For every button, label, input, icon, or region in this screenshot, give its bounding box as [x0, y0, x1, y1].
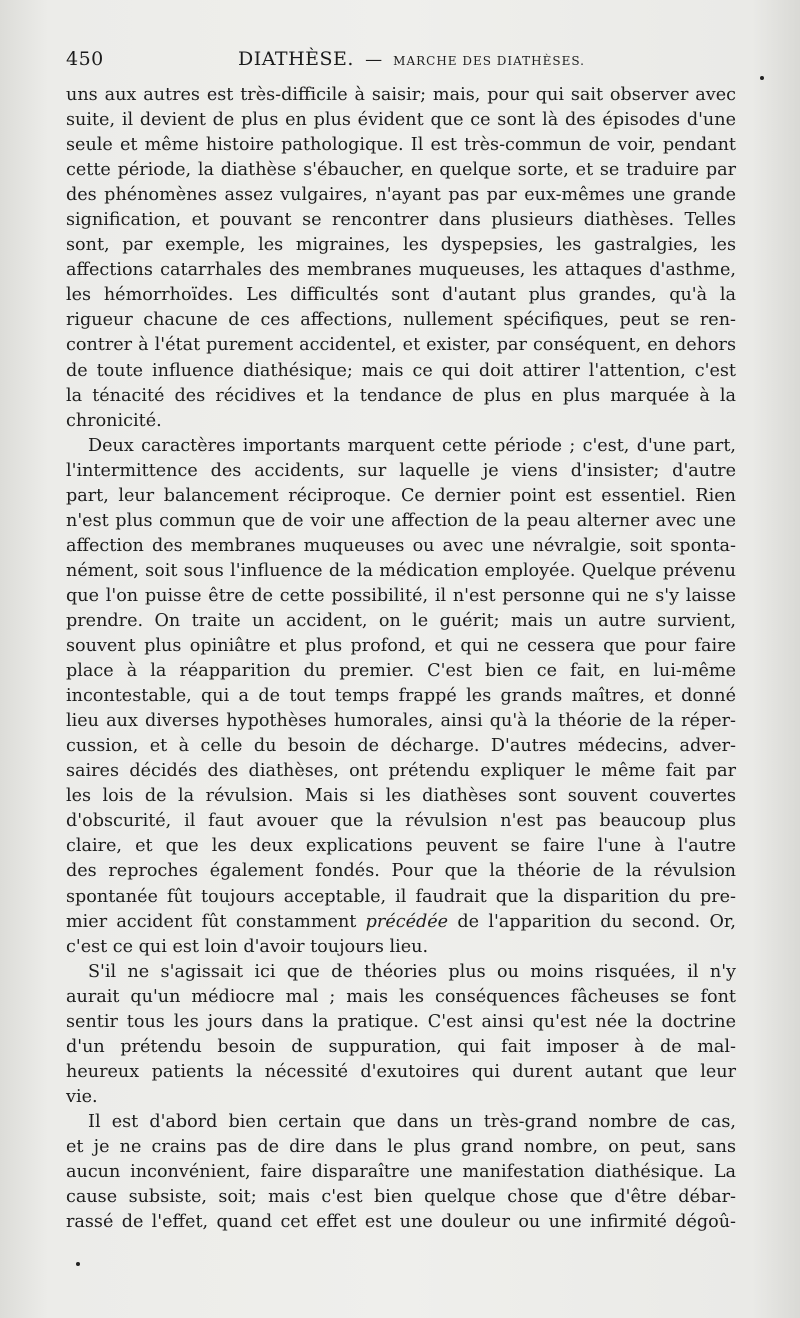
text-line: la ténacité des récidives et la tendance de plus en plus marquée à la — [66, 385, 736, 406]
text-line: aucun inconvénient, faire disparaître une manifestation diathésique. La — [66, 1162, 736, 1183]
text-line: vie. — [66, 1086, 98, 1107]
text-line: d'obscurité, il faut avouer que la révulsion n'est pas beaucoup plus — [66, 811, 736, 832]
ink-speck-top — [760, 76, 764, 80]
text-line: cette période, la diathèse s'ébaucher, en quelque sorte, et se traduire par — [66, 160, 736, 181]
text-line: n'est plus commun que de voir une affection de la peau alterner avec une — [66, 510, 736, 531]
running-header — [66, 44, 736, 78]
text-line: seule et même histoire pathologique. Il est très-commun de voir, pendant — [66, 135, 736, 156]
running-title-main: DIATHÈSE. — [238, 48, 354, 70]
page-number: 450 — [66, 48, 104, 70]
body-text — [66, 83, 736, 1235]
text-line: S'il ne s'agissait ici que de théories plus ou moins risquées, il n'y — [88, 961, 736, 982]
text-line: contrer à l'état purement accidentel, et exister, par conséquent, en dehors — [66, 335, 736, 356]
text-line: d'un prétendu besoin de suppuration, qui fait imposer à de mal- — [66, 1036, 736, 1057]
text-line: des phénomènes assez vulgaires, n'ayant pas par eux-mêmes une grande — [66, 185, 736, 206]
running-title-dash: — — [365, 50, 383, 70]
text-line: les lois de la révulsion. Mais si les diathèses sont souvent couvertes — [66, 786, 736, 807]
text-line: rassé de l'effet, quand cet effet est une douleur ou une infirmité dégoû- — [66, 1212, 736, 1233]
text-line: incontestable, qui a de tout temps frappé les grands maîtres, et donné — [66, 686, 736, 707]
text-line: sont, par exemple, les migraines, les dyspepsies, les gastralgies, les — [66, 235, 736, 256]
text-line: claire, et que les deux explications peuvent se faire l'une à l'autre — [66, 836, 736, 857]
text-line: place à la réapparition du premier. C'est bien ce fait, en lui-même — [66, 661, 736, 682]
text-line: saires décidés des diathèses, ont prétendu expliquer le même fait par — [66, 761, 736, 782]
text-line: les hémorrhoïdes. Les difficultés sont d'autant plus grandes, qu'à la — [66, 285, 736, 306]
text-line: heureux patients la nécessité d'exutoires qui durent autant que leur — [66, 1061, 736, 1082]
text-line: sentir tous les jours dans la pratique. C'est ainsi qu'est née la doctrine — [66, 1011, 736, 1032]
text-line: lieu aux diverses hypothèses humorales, ainsi qu'à la théorie de la réper- — [66, 711, 736, 732]
text-line: cussion, et à celle du besoin de décharge. D'autres médecins, adver- — [66, 736, 736, 757]
running-title — [238, 48, 585, 70]
text-line: chronicité. — [66, 410, 162, 431]
text-line: c'est ce qui est loin d'avoir toujours lieu. — [66, 936, 429, 957]
italic-word: précédée — [365, 911, 449, 932]
text-line: souvent plus opiniâtre et plus profond, et qui ne cessera que pour faire — [66, 636, 736, 657]
text-line: des reproches également fondés. Pour que la théorie de la révulsion — [66, 861, 736, 882]
running-title-subtitle: MARCHE DES DIATHÈSES. — [393, 54, 585, 68]
ink-speck-bottom — [76, 1262, 80, 1266]
text-line: l'intermittence des accidents, sur laquelle je viens d'insister; d'autre — [66, 460, 736, 481]
text-line: affections catarrhales des membranes muqueuses, les attaques d'asthme, — [66, 260, 736, 281]
text-line: spontanée fût toujours acceptable, il faudrait que la disparition du pre- — [66, 886, 736, 907]
text-line: Deux caractères importants marquent cette période ; c'est, d'une part, — [88, 435, 736, 456]
text-segment: mier accident fût constamment — [66, 911, 366, 932]
text-line: uns aux autres est très-difficile à saisir; mais, pour qui sait observer avec — [66, 85, 736, 105]
text-line: de toute influence diathésique; mais ce qui doit attirer l'attention, c'est — [66, 360, 736, 381]
text-segment: de l'apparition du second. Or, — [448, 911, 737, 932]
text-line: cause subsiste, soit; mais c'est bien quelque chose que d'être débar- — [66, 1187, 736, 1208]
text-line: prendre. On traite un accident, on le guérit; mais un autre survient, — [66, 610, 736, 631]
text-line: rigueur chacune de ces affections, nullement spécifiques, peut se ren- — [66, 310, 736, 331]
text-line — [66, 910, 736, 935]
text-line: affection des membranes muqueuses ou avec une névralgie, soit sponta- — [66, 535, 736, 556]
text-line: signification, et pouvant se rencontrer dans plusieurs diathèses. Telles — [66, 210, 736, 231]
text-line: suite, il devient de plus en plus évident que ce sont là des épisodes d'une — [66, 110, 736, 131]
text-line: et je ne crains pas de dire dans le plus grand nombre, on peut, sans — [66, 1136, 736, 1157]
text-line: Il est d'abord bien certain que dans un très-grand nombre de cas, — [88, 1111, 736, 1132]
text-line: part, leur balancement réciproque. Ce dernier point est essentiel. Rien — [66, 485, 736, 506]
text-line: aurait qu'un médiocre mal ; mais les conséquences fâcheuses se font — [66, 986, 736, 1007]
text-line: nément, soit sous l'influence de la médication employée. Quelque prévenu — [66, 560, 736, 581]
text-line: que l'on puisse être de cette possibilité, il n'est personne qui ne s'y laisse — [66, 585, 736, 606]
